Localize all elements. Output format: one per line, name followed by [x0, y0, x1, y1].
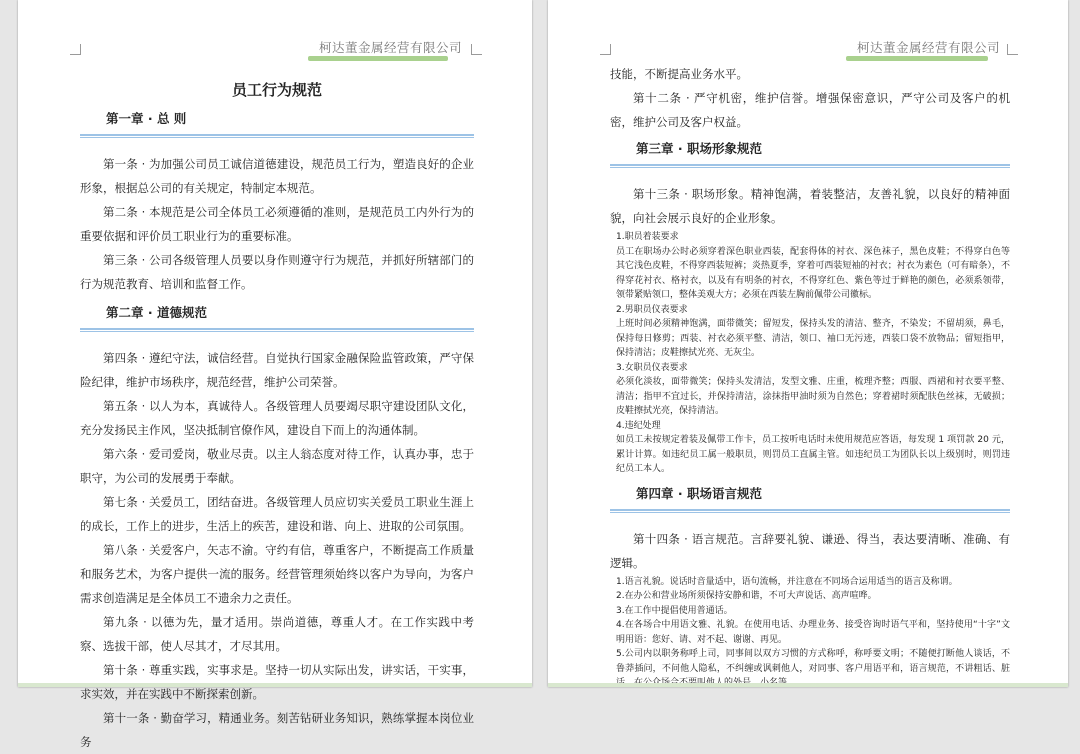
page-body	[610, 62, 1010, 691]
article-paragraph: 第六条 · 爱司爱岗，敬业尽责。以主人翁态度对待工作，认真办事，忠于职守，为公司的发展勇于奉献。	[80, 447, 474, 485]
list-item-text: 上班时间必须精神饱满，面带微笑；留短发，保持头发的清洁、整齐，不染发；不留胡须，鼻毛，保持每日修剪；西装、衬衣必须平整、清洁，领口、袖口无污迹，西装口袋不放物品；留短指甲，保持清洁；皮鞋擦拭光亮、无灰尘。	[616, 319, 1010, 358]
chapter-rule	[610, 509, 1010, 513]
article-paragraph: 第十四条 · 语言规范。言辞要礼貌、谦逊、得当，表达要清晰、准确、有逻辑。	[610, 531, 1010, 570]
article-paragraph: 第十条 · 尊重实践，实事求是。坚持一切从实际出发，讲实话，干实事，求实效，并在实践中不断探索创新。	[80, 663, 474, 701]
article-paragraph: 第四条 · 遵纪守法，诚信经营。自觉执行国家金融保险监管政策，严守保险纪律，维护市场秩序，规范经营，维护公司荣誉。	[80, 351, 474, 389]
margin-corner-mark	[1007, 44, 1018, 55]
list-item-text: 员工在职场办公时必须穿着深色职业西装，配套得体的衬衣、深色袜子，黑色皮鞋；不得穿白色等其它浅色皮鞋，不得穿西装短裤；炎热夏季，穿着可西装短袖的衬衣；衬衣为素色（可有暗条），不得穿花衬衣、格衬衣，以及有有明条的衬衣，不得穿红色、紫色等过于鲜艳的颜色，必须系领带，领带紧贴领口，整体美观大方；必须在西装左胸前佩带公司徽标。	[616, 246, 1010, 300]
article-paragraph: 第八条 · 关爱客户，矢志不渝。守约有信，尊重客户，不断提高工作质量和服务艺术，为客户提供一流的服务。经营管理须始终以客户为导向，为客户需求创造满足是全体员工不遗余力之责任。	[80, 543, 474, 605]
chapter-rule	[80, 328, 474, 332]
page-header: 柯达董金属经营有限公司	[856, 40, 1000, 55]
article-paragraph: 第二条 · 本规范是公司全体员工必须遵循的准则，是规范员工内外行为的重要依据和评价员工职业行为的重要标准。	[80, 205, 474, 243]
page-bottom-strip	[548, 683, 1068, 687]
page-body	[80, 80, 474, 754]
article-paragraph: 技能，不断提高业务水平。	[610, 67, 748, 81]
chapter-heading: 第二章 · 道德规范	[106, 305, 207, 320]
article-paragraph: 第十二条 · 严守机密，维护信誉。增强保密意识，严守公司及客户的机密，维护公司及客户权益。	[610, 91, 1010, 129]
article-paragraph: 第七条 · 关爱员工，团结奋进。各级管理人员应切实关爱员工职业生涯上的成长，工作上的进步，生活上的疾苦，建设和谐、向上、进取的公司氛围。	[80, 495, 474, 533]
document-page-left	[18, 0, 532, 749]
margin-corner-mark	[70, 44, 81, 55]
list-item-text: 1.语言礼貌。说话时音量适中，语句流畅，并注意在不同场合运用适当的语言及称谓。	[616, 576, 958, 587]
chapter-heading: 第四章 · 职场语言规范	[636, 485, 762, 501]
chapter-heading: 第一章 · 总 则	[106, 111, 187, 126]
article-paragraph: 第九条 · 以德为先，量才适用。崇尚道德，尊重人才。在工作实践中考察、选拔干部，使人尽其才，才尽其用。	[80, 615, 474, 653]
article-paragraph: 第一条 · 为加强公司员工诚信道德建设，规范员工行为，塑造良好的企业形象，根据总公司的有关规定，特制定本规范。	[80, 157, 474, 195]
chapter-rule	[610, 164, 1010, 168]
page-header: 柯达董金属经营有限公司	[318, 40, 462, 55]
document-title: 员工行为规范	[231, 81, 322, 99]
article-paragraph: 第十三条 · 职场形象。精神饱满，着装整洁，友善礼貌，以良好的精神面貌，向社会展示良好的企业形象。	[610, 187, 1010, 225]
header-underline	[846, 56, 988, 61]
document-page-right	[548, 0, 1068, 687]
list-item-text: 如员工未按规定着装及佩带工作卡，员工按听电话时未使用规范应答语，每发现 1 项罚款 20 元，累计计算。如违纪员工属一般职员，则罚员工直属主管。如违纪员工为团队长以上级别时，则罚违纪员工本人。	[616, 435, 1010, 474]
list-item-text: 2.在办公和营业场所须保持安静和谐，不可大声说话、高声喧哗。	[616, 591, 877, 601]
margin-corner-mark	[600, 44, 611, 55]
list-item-heading: 4.违纪处理	[616, 420, 661, 431]
article-paragraph: 第五条 · 以人为本，真诚待人。各级管理人员要竭尽职守建设团队文化，充分发扬民主作风，坚决抵制官僚作风，建设自下而上的沟通体制。	[80, 399, 474, 437]
header-underline	[308, 56, 448, 61]
page-bottom-strip	[18, 683, 532, 687]
chapter-heading: 第三章 · 职场形象规范	[636, 141, 762, 156]
article-paragraph: 第十一条 · 勤奋学习，精通业务。刻苦钻研业务知识，熟练掌握本岗位业务	[80, 711, 474, 749]
list-item-text: 4.在各场合中用语文雅、礼貌。在使用电话、办理业务、接受咨询时语气平和，坚持使用“十字”文明用语：您好、请、对不起、谢谢、再见。	[616, 620, 1010, 645]
chapter-rule	[80, 134, 474, 138]
dress-code-list	[610, 230, 1010, 477]
list-item-text: 必须化淡妆，面带微笑；保持头发清洁，发型文雅、庄重，梳理齐整；西服、西裙和衬衣要平整、清洁；指甲不宜过长，并保持清洁，涂抹指甲油时须为自然色；穿着裙时须配肤色丝袜，无破损；皮鞋擦拭光亮，保持清洁。	[616, 377, 1010, 416]
language-rules-list	[610, 575, 1010, 691]
list-item-text: 3.在工作中提倡使用普通话。	[616, 605, 733, 616]
list-item-heading: 1.职员着装要求	[616, 232, 679, 242]
list-item-text: 5.公司内以职务称呼上司，同事间以双方习惯的方式称呼，称呼要文明；不随便打断他人谈话，不鲁莽插问，不问他人隐私，不纠缠或讽刺他人，对同事、客户用语平和，语言规范，不讲粗话、脏	[616, 649, 1010, 674]
list-item-heading: 3.女职员仪表要求	[616, 362, 688, 373]
margin-corner-mark	[471, 44, 482, 55]
article-paragraph: 第三条 · 公司各级管理人员要以身作则遵守行为规范，并抓好所辖部门的行为规范教育、培训和监督工作。	[80, 253, 474, 291]
list-item-heading: 2.男职员仪表要求	[616, 304, 688, 315]
